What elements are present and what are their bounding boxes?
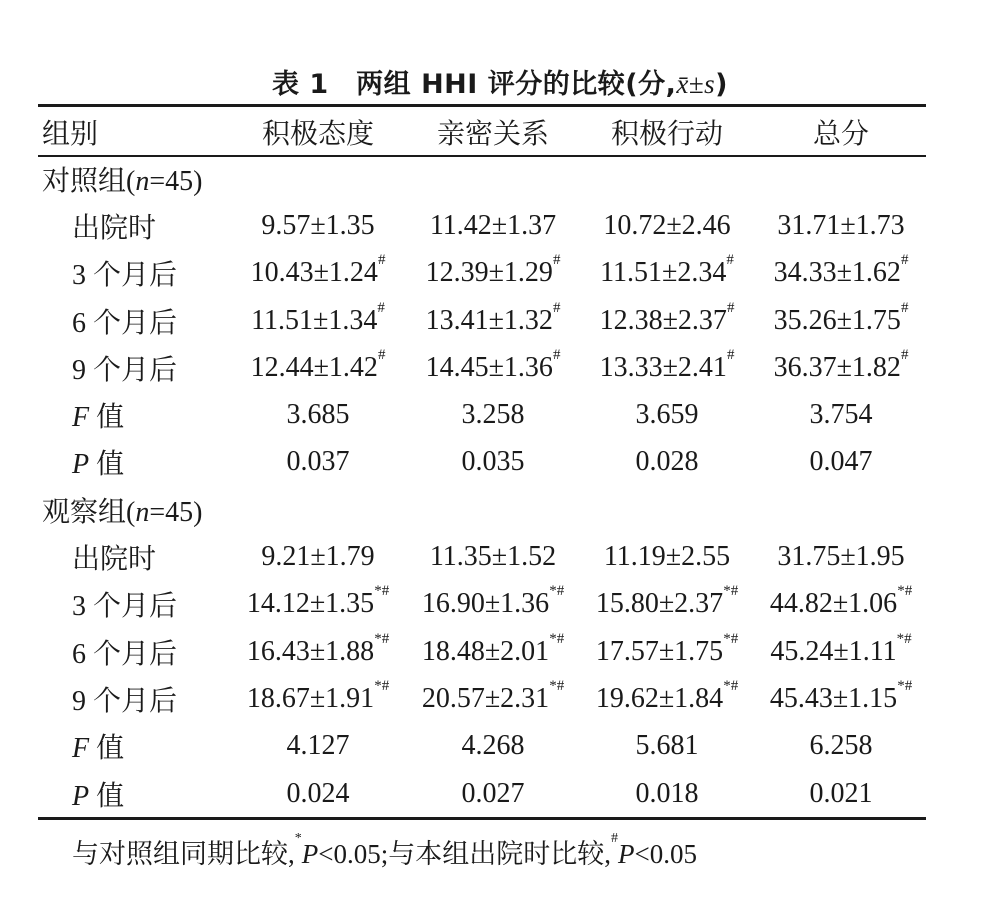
group-label bbox=[38, 155, 926, 202]
p-value-label bbox=[38, 770, 228, 817]
score-cell bbox=[228, 533, 408, 580]
group-name: 观察组( bbox=[42, 496, 136, 528]
f-value-cell: 3.685 bbox=[286, 399, 350, 431]
p-value-cell: 0.035 bbox=[461, 446, 525, 478]
header-total-score: 总分 bbox=[812, 118, 869, 150]
score-value: 12.44±1.42 bbox=[250, 351, 378, 383]
score-cell bbox=[578, 202, 756, 249]
group-label bbox=[38, 486, 926, 533]
significance-mark: *# bbox=[549, 677, 565, 694]
significance-mark: # bbox=[900, 346, 909, 363]
score-value: 20.57±2.31 bbox=[421, 682, 550, 714]
footnote-mark-hash: # bbox=[610, 831, 618, 846]
p-value-cell: 0.024 bbox=[286, 777, 350, 809]
score-value: 16.43±1.88 bbox=[246, 635, 375, 667]
score-cell bbox=[228, 250, 408, 297]
p-statistic-label: 值 bbox=[89, 780, 125, 812]
f-value-cell: 3.754 bbox=[809, 399, 873, 431]
table-row bbox=[38, 250, 926, 297]
group-n-value: =45) bbox=[149, 496, 203, 528]
footnote-cond2: <0.05 bbox=[634, 839, 697, 869]
p-statistic-symbol: P bbox=[72, 449, 90, 481]
significance-mark: # bbox=[552, 252, 561, 269]
table-footnote bbox=[72, 832, 697, 871]
score-value: 13.33±2.41 bbox=[599, 351, 727, 383]
significance-mark: # bbox=[900, 252, 909, 269]
score-cell bbox=[408, 628, 578, 675]
p-value-row bbox=[38, 439, 926, 486]
footnote-p1: P bbox=[301, 839, 319, 869]
score-value: 12.38±2.37 bbox=[599, 304, 727, 336]
score-value: 10.72±2.46 bbox=[603, 209, 731, 241]
table-title-label: 表 1 两组 HHI 评分的比较(分, bbox=[272, 69, 677, 100]
score-value: 35.26±1.75 bbox=[773, 304, 901, 336]
p-value-cell: 0.021 bbox=[809, 777, 873, 809]
score-cell bbox=[756, 628, 926, 675]
significance-mark: *# bbox=[549, 583, 565, 600]
score-value: 31.71±1.73 bbox=[777, 209, 905, 241]
score-value: 31.75±1.95 bbox=[777, 541, 905, 573]
significance-mark: # bbox=[377, 346, 386, 363]
score-value: 19.62±1.84 bbox=[595, 682, 724, 714]
f-statistic-label: 值 bbox=[89, 402, 125, 434]
header-group: 组别 bbox=[42, 118, 99, 150]
table-row bbox=[38, 297, 926, 344]
header-intimate-relationship: 亲密关系 bbox=[436, 118, 549, 150]
f-value-label bbox=[38, 723, 228, 770]
p-statistic-symbol: P bbox=[72, 780, 90, 812]
footnote-cond1: <0.05;与本组出院时比较, bbox=[318, 839, 611, 869]
significance-mark: *# bbox=[723, 677, 739, 694]
score-value: 9.21±1.79 bbox=[261, 541, 375, 573]
score-value: 44.82±1.06 bbox=[769, 588, 898, 620]
score-cell bbox=[578, 533, 756, 580]
score-cell bbox=[228, 581, 408, 628]
significance-mark: *# bbox=[897, 583, 913, 600]
header-positive-action: 积极行动 bbox=[610, 118, 723, 150]
score-cell bbox=[228, 675, 408, 722]
score-cell bbox=[578, 297, 756, 344]
score-cell bbox=[756, 297, 926, 344]
significance-mark: # bbox=[900, 299, 909, 316]
significance-mark: *# bbox=[374, 583, 390, 600]
score-cell bbox=[578, 628, 756, 675]
score-value: 9.57±1.35 bbox=[261, 209, 375, 241]
score-value: 11.51±1.34 bbox=[251, 304, 378, 336]
f-value-cell: 4.127 bbox=[286, 730, 350, 762]
f-value-row bbox=[38, 723, 926, 770]
table-title-stat: x̄±s bbox=[676, 69, 716, 99]
significance-mark: *# bbox=[897, 677, 913, 694]
table-title bbox=[0, 62, 1000, 101]
p-value-cell: 0.028 bbox=[635, 446, 699, 478]
p-value-cell: 0.047 bbox=[809, 446, 873, 478]
score-cell bbox=[756, 581, 926, 628]
significance-mark: # bbox=[377, 252, 386, 269]
f-statistic-label: 值 bbox=[89, 733, 125, 765]
f-value-cell: 3.659 bbox=[635, 399, 699, 431]
significance-mark: # bbox=[552, 346, 561, 363]
time-point-label: 6 个月后 bbox=[72, 307, 178, 339]
score-value: 18.48±2.01 bbox=[421, 635, 550, 667]
score-cell bbox=[228, 297, 408, 344]
footnote-mark-star: * bbox=[294, 831, 302, 846]
time-point-label: 9 个月后 bbox=[72, 354, 178, 386]
time-point-label: 6 个月后 bbox=[72, 638, 178, 670]
score-value: 12.39±1.29 bbox=[425, 257, 553, 289]
header-row bbox=[38, 108, 926, 155]
table-title-end: ) bbox=[715, 69, 728, 100]
time-point-label: 9 个月后 bbox=[72, 685, 178, 717]
score-value: 45.24±1.11 bbox=[770, 635, 897, 667]
significance-mark: *# bbox=[374, 677, 390, 694]
score-value: 14.12±1.35 bbox=[246, 588, 375, 620]
score-value: 18.67±1.91 bbox=[246, 682, 375, 714]
score-value: 45.43±1.15 bbox=[769, 682, 898, 714]
significance-mark: *# bbox=[896, 630, 912, 647]
significance-mark: # bbox=[377, 299, 385, 316]
f-value-cell: 5.681 bbox=[635, 730, 699, 762]
f-statistic-symbol: F bbox=[72, 733, 90, 765]
score-cell bbox=[756, 533, 926, 580]
significance-mark: *# bbox=[723, 583, 739, 600]
group-name: 对照组( bbox=[42, 165, 136, 197]
significance-mark: # bbox=[726, 299, 735, 316]
hhi-score-table bbox=[38, 108, 926, 817]
significance-mark: *# bbox=[374, 630, 390, 647]
significance-mark: # bbox=[726, 346, 735, 363]
score-value: 34.33±1.62 bbox=[773, 257, 901, 289]
significance-mark: # bbox=[726, 252, 734, 269]
score-cell bbox=[408, 344, 578, 391]
f-value-cell: 4.268 bbox=[461, 730, 525, 762]
score-cell bbox=[578, 344, 756, 391]
significance-mark: # bbox=[552, 299, 561, 316]
table-body bbox=[38, 155, 926, 817]
p-value-cell: 0.027 bbox=[461, 777, 525, 809]
time-point-label: 出院时 bbox=[72, 544, 157, 576]
table-row bbox=[38, 675, 926, 722]
score-cell bbox=[408, 533, 578, 580]
score-cell bbox=[756, 344, 926, 391]
score-cell bbox=[408, 581, 578, 628]
table-row bbox=[38, 533, 926, 580]
f-value-label bbox=[38, 391, 228, 438]
f-value-cell: 6.258 bbox=[809, 730, 873, 762]
significance-mark: *# bbox=[723, 630, 739, 647]
time-point-label: 3 个月后 bbox=[72, 260, 178, 292]
group-n-value: =45) bbox=[149, 165, 203, 197]
score-cell bbox=[228, 202, 408, 249]
score-value: 10.43±1.24 bbox=[250, 257, 378, 289]
score-cell bbox=[578, 250, 756, 297]
score-value: 14.45±1.36 bbox=[425, 351, 553, 383]
score-cell bbox=[228, 628, 408, 675]
footnote-part1: 与对照组同期比较, bbox=[72, 839, 295, 869]
score-value: 11.19±2.55 bbox=[603, 541, 731, 573]
score-cell bbox=[408, 250, 578, 297]
p-value-cell: 0.037 bbox=[286, 446, 350, 478]
score-cell bbox=[756, 675, 926, 722]
p-value-cell: 0.018 bbox=[635, 777, 699, 809]
time-point-label: 3 个月后 bbox=[72, 591, 178, 623]
p-value-row bbox=[38, 770, 926, 817]
score-cell bbox=[408, 202, 578, 249]
score-cell bbox=[756, 202, 926, 249]
score-cell bbox=[578, 581, 756, 628]
bottom-rule bbox=[38, 817, 926, 820]
header-positive-attitude: 积极态度 bbox=[261, 118, 374, 150]
group-row bbox=[38, 486, 926, 533]
score-cell bbox=[578, 675, 756, 722]
table-row bbox=[38, 628, 926, 675]
score-cell bbox=[756, 250, 926, 297]
table-row bbox=[38, 202, 926, 249]
score-value: 11.42±1.37 bbox=[429, 209, 557, 241]
table-row bbox=[38, 581, 926, 628]
footnote-p2: P bbox=[617, 839, 635, 869]
f-value-row bbox=[38, 391, 926, 438]
p-value-label bbox=[38, 439, 228, 486]
p-statistic-label: 值 bbox=[89, 449, 125, 481]
f-statistic-symbol: F bbox=[72, 402, 90, 434]
group-n-var: n bbox=[135, 165, 150, 197]
group-n-var: n bbox=[135, 496, 150, 528]
score-value: 15.80±2.37 bbox=[595, 588, 724, 620]
table-row bbox=[38, 344, 926, 391]
significance-mark: *# bbox=[549, 630, 565, 647]
top-rule bbox=[38, 104, 926, 107]
score-value: 36.37±1.82 bbox=[773, 351, 901, 383]
score-cell bbox=[228, 344, 408, 391]
score-value: 13.41±1.32 bbox=[425, 304, 553, 336]
group-row bbox=[38, 155, 926, 202]
score-value: 11.35±1.52 bbox=[429, 541, 557, 573]
time-point-label: 出院时 bbox=[72, 212, 157, 244]
f-value-cell: 3.258 bbox=[461, 399, 525, 431]
score-cell bbox=[408, 675, 578, 722]
score-value: 11.51±2.34 bbox=[600, 257, 727, 289]
score-cell bbox=[408, 297, 578, 344]
score-value: 17.57±1.75 bbox=[595, 635, 724, 667]
score-value: 16.90±1.36 bbox=[421, 588, 550, 620]
